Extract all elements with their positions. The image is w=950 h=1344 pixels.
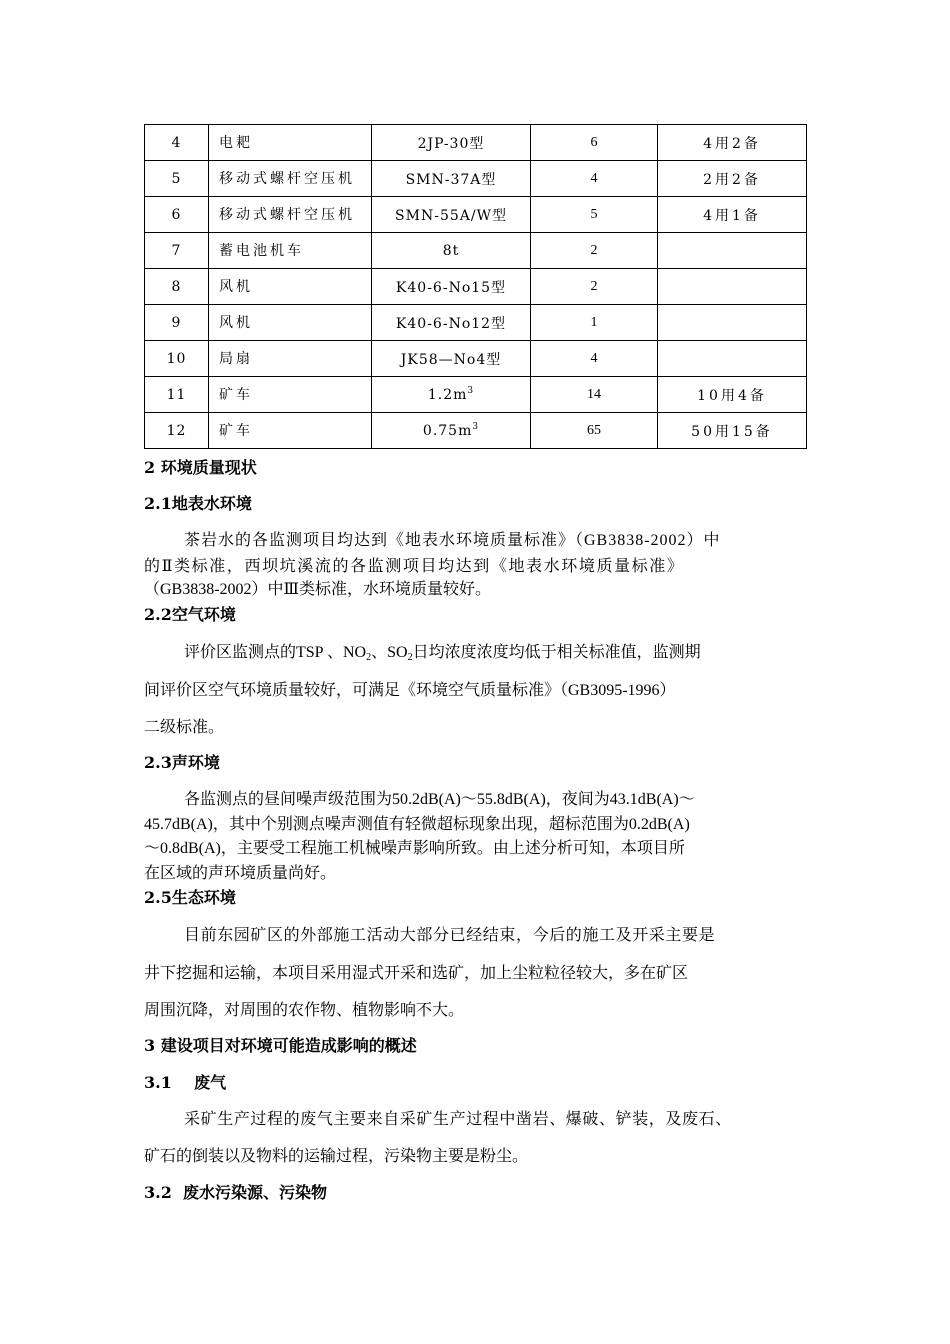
paragraph-line: 采矿生产过程的废气主要来自采矿生产过程中凿岩、爆破、铲装，及废石、 <box>184 1111 732 1128</box>
heading-2-2: 2.2空气环境 <box>144 605 236 624</box>
cell-quantity: 14 <box>531 377 658 413</box>
cell-index: 8 <box>145 269 209 305</box>
cell-model <box>372 377 531 413</box>
cell-name-text: 移动式螺杆空压机 <box>219 170 355 187</box>
cell-model: SMN-55A/W型 <box>372 197 531 233</box>
cell-index: 10 <box>145 341 209 377</box>
cell-note: 10用4备 <box>658 377 807 413</box>
paragraph-line: 矿石的倒装以及物料的运输过程，污染物主要是粉尘。 <box>144 1148 529 1165</box>
paragraph-line: 目前东园矿区的外部施工活动大部分已经结束，今后的施工及开采主要是 <box>184 927 716 944</box>
table-row <box>145 161 807 197</box>
cell-index: 12 <box>145 413 209 449</box>
table-row <box>145 269 807 305</box>
cell-name-text: 蓄电池机车 <box>219 242 304 259</box>
equipment-table-body <box>145 125 807 449</box>
cell-name <box>209 161 372 197</box>
cell-quantity: 65 <box>531 413 658 449</box>
cell-name <box>209 413 372 449</box>
cell-model: SMN-37A型 <box>372 161 531 197</box>
heading-3-1: 3.1 废气 <box>144 1073 227 1092</box>
cell-name-text: 风机 <box>219 314 253 331</box>
cell-model: JK58—No4型 <box>372 341 531 377</box>
cell-name-text: 矿车 <box>219 386 253 403</box>
paragraph-line: 在区域的声环境质量尚好。 <box>144 865 337 882</box>
cell-quantity: 5 <box>531 197 658 233</box>
cell-name-text: 局扇 <box>219 350 253 367</box>
cell-note <box>658 269 807 305</box>
cell-index: 5 <box>145 161 209 197</box>
paragraph-line: 各监测点的昼间噪声级范围为50.2dB(A)～55.8dB(A)，夜间为43.1dB(A)～ <box>184 791 695 808</box>
cell-model-text <box>423 423 479 439</box>
cell-note: 50用15备 <box>658 413 807 449</box>
cell-model: K40-6-No15型 <box>372 269 531 305</box>
model-value: 0.75m <box>422 422 473 439</box>
table-row <box>145 125 807 161</box>
cell-name-text: 移动式螺杆空压机 <box>219 206 355 223</box>
cell-note: 2用2备 <box>658 161 807 197</box>
table-row <box>145 233 807 269</box>
model-value: 1.2m <box>427 386 468 403</box>
heading-3-2: 3.2 废水污染源、污染物 <box>144 1183 327 1202</box>
cell-index: 4 <box>145 125 209 161</box>
cell-index: 9 <box>145 305 209 341</box>
paragraph-line: 二级标准。 <box>144 719 225 736</box>
table-row <box>145 305 807 341</box>
paragraph-line: 间评价区空气环境质量较好，可满足《环境空气质量标准》（GB3095-1996） <box>144 682 676 699</box>
paragraph-line: 茶岩水的各监测项目均达到《地表水环境质量标准》（GB3838-2002）中 <box>184 532 721 549</box>
cell-name <box>209 125 372 161</box>
cell-note <box>658 305 807 341</box>
heading-2-3: 2.3声环境 <box>144 753 220 772</box>
model-superscript: 3 <box>472 421 480 432</box>
cell-name-text: 电耙 <box>219 134 253 151</box>
cell-note <box>658 341 807 377</box>
heading-2-1: 2.1地表水环境 <box>144 494 252 513</box>
cell-quantity: 4 <box>531 341 658 377</box>
cell-model: 8t <box>372 233 531 269</box>
cell-index: 7 <box>145 233 209 269</box>
paragraph-line: 周围沉降，对周围的农作物、植物影响不大。 <box>144 1002 465 1019</box>
table-row <box>145 413 807 449</box>
heading-3: 3 建设项目对环境可能造成影响的概述 <box>144 1036 417 1055</box>
cell-note <box>658 233 807 269</box>
model-superscript: 3 <box>467 385 475 396</box>
paragraph-line: 评价区监测点的TSP 、$NO_2$、$SO_2$日均浓度浓度均低于相关标准值，监测期 <box>184 644 701 663</box>
heading-2-5: 2.5生态环境 <box>144 888 236 907</box>
cell-quantity: 1 <box>531 305 658 341</box>
cell-name-text: 矿车 <box>219 422 253 439</box>
paragraph-line: 井下挖掘和运输，本项目采用湿式开采和选矿，加上尘粒粒径较大，多在矿区 <box>144 965 689 982</box>
paragraph-line: 的Ⅱ类标准，西坝坑溪流的各监测项目均达到《地表水环境质量标准》 <box>144 558 685 575</box>
table-row <box>145 197 807 233</box>
cell-name <box>209 197 372 233</box>
paragraph-line: 45.7dB(A)，其中个别测点噪声测值有轻微超标现象出现，超标范围为0.2dB(A) <box>144 816 690 833</box>
cell-name <box>209 305 372 341</box>
cell-model <box>372 413 531 449</box>
cell-index: 11 <box>145 377 209 413</box>
cell-model-text <box>428 387 474 403</box>
cell-quantity: 2 <box>531 269 658 305</box>
cell-quantity: 6 <box>531 125 658 161</box>
cell-model: K40-6-No12型 <box>372 305 531 341</box>
cell-name <box>209 377 372 413</box>
cell-name <box>209 341 372 377</box>
cell-index: 6 <box>145 197 209 233</box>
equipment-table <box>144 124 807 449</box>
cell-note: 4用1备 <box>658 197 807 233</box>
cell-quantity: 4 <box>531 161 658 197</box>
cell-model: 2JP-30型 <box>372 125 531 161</box>
table-row <box>145 377 807 413</box>
heading-2: 2 环境质量现状 <box>144 458 257 477</box>
cell-name <box>209 233 372 269</box>
cell-name <box>209 269 372 305</box>
cell-quantity: 2 <box>531 233 658 269</box>
table-row <box>145 341 807 377</box>
paragraph-line: ～0.8dB(A)，主要受工程施工机械噪声影响所致。由上述分析可知，本项目所 <box>144 840 685 857</box>
cell-note: 4用2备 <box>658 125 807 161</box>
cell-name-text: 风机 <box>219 278 253 295</box>
paragraph-line: （GB3838-2002）中Ⅲ类标准，水环境质量较好。 <box>144 581 491 598</box>
